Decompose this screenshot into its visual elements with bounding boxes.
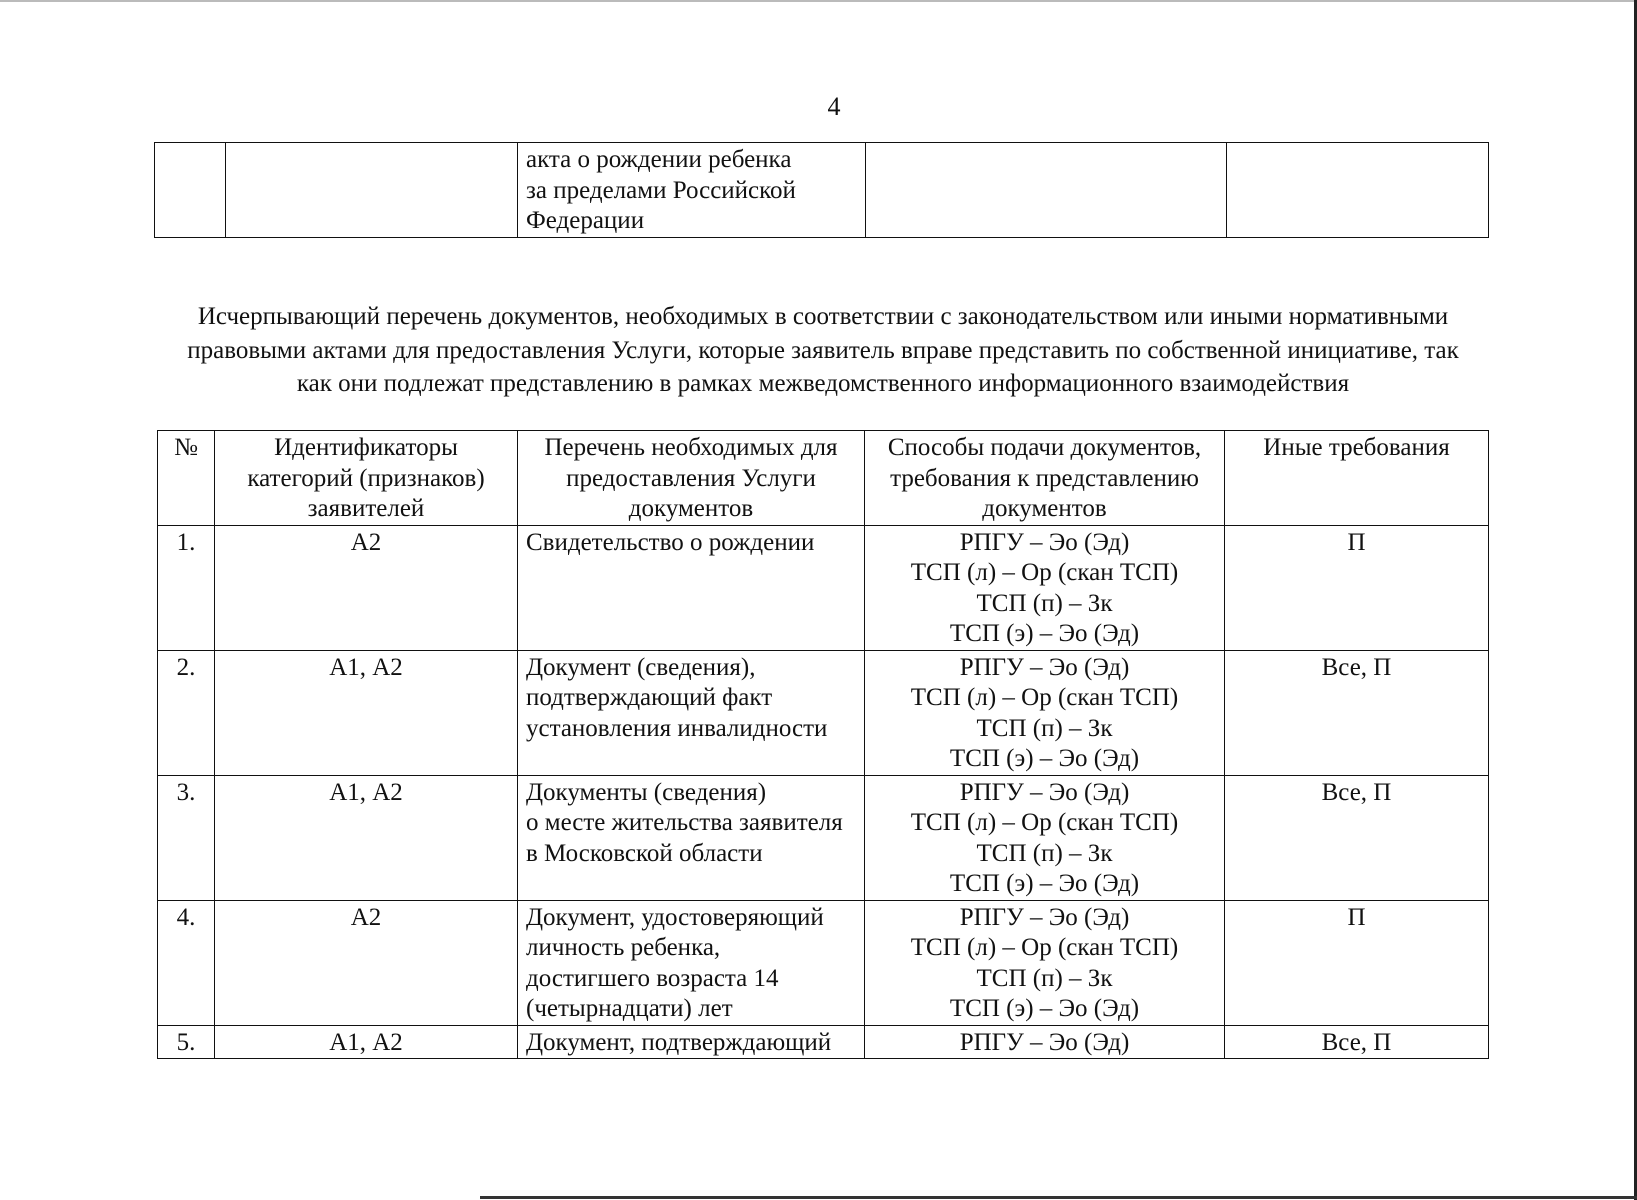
header-line: заявителей: [307, 495, 425, 522]
submission-method-line: РПГУ – Эо (Эд): [959, 653, 1130, 681]
applicant-category-ids: А1, А2: [329, 1028, 403, 1056]
header-ids: [215, 431, 518, 526]
continuation-table: [154, 142, 1489, 238]
applicant-category-ids: А1, А2: [329, 653, 403, 681]
submission-method-line: ТСП (л) – Ор (скан ТСП): [910, 684, 1179, 711]
heading-line: Исчерпывающий перечень документов, необходимых в соответствии с законодательством или иными нормативными: [197, 303, 1449, 330]
table-cell-docs: [518, 775, 865, 900]
scan-border-bottom: [480, 1196, 1637, 1199]
table-cell-methods: [865, 1025, 1225, 1059]
table-cell-num: [158, 900, 215, 1025]
table-cell-docs: [518, 1025, 865, 1059]
table-row: [158, 525, 1489, 650]
submission-method-line: ТСП (э) – Эо (Эд): [949, 745, 1140, 772]
other-requirements: Все, П: [1321, 653, 1392, 681]
documents-table: [157, 430, 1489, 1059]
other-requirements: Все, П: [1321, 1028, 1392, 1056]
scan-border-top: [0, 0, 1637, 2]
table-cell-docs: [518, 143, 866, 238]
header-line: предоставления Услуги: [566, 464, 816, 492]
submission-method-line: ТСП (э) – Эо (Эд): [949, 870, 1140, 897]
table-cell-ids: [215, 650, 518, 775]
document-line: Документ, удостоверяющий: [526, 903, 824, 931]
document-line: Свидетельство о рождении: [526, 528, 815, 556]
header-line: требования к представлению: [890, 464, 1199, 492]
table-cell-other: [1225, 775, 1489, 900]
header-other: [1225, 431, 1489, 526]
heading-line: правовыми актами для предоставления Услуги, которые заявитель вправе представить по собственной инициативе, так: [187, 336, 1459, 364]
table-cell-other: [1227, 143, 1489, 238]
submission-method-line: ТСП (э) – Эо (Эд): [949, 995, 1140, 1022]
submission-method-line: ТСП (п) – Зк: [976, 839, 1113, 867]
table-cell-docs: [518, 900, 865, 1025]
table-header-row: [158, 431, 1489, 526]
submission-method-line: ТСП (э) – Эо (Эд): [949, 620, 1140, 647]
other-requirements: Все, П: [1321, 778, 1392, 806]
documents-table-body: [158, 525, 1489, 1059]
applicant-category-ids: А2: [350, 528, 382, 556]
table-cell-other: [1225, 650, 1489, 775]
submission-method-line: ТСП (л) – Ор (скан ТСП): [910, 809, 1179, 836]
document-line: Документ (сведения),: [526, 653, 756, 681]
table-cell-ids: [226, 143, 518, 238]
submission-method-line: ТСП (л) – Ор (скан ТСП): [910, 559, 1179, 586]
section-heading: [162, 300, 1484, 401]
document-line: в Московской области: [526, 839, 763, 867]
document-line: Документ, подтверждающий: [526, 1028, 832, 1056]
table-cell-methods: [866, 143, 1227, 238]
table-cell-ids: [215, 525, 518, 650]
table-cell-other: [1225, 1025, 1489, 1059]
row-number: 2.: [176, 653, 196, 681]
header-line: документов: [982, 495, 1107, 522]
table-cell-methods: [865, 525, 1225, 650]
header-methods: [865, 431, 1225, 526]
table-cell-methods: [865, 650, 1225, 775]
table-cell-num: [158, 650, 215, 775]
table-cell-num: [158, 1025, 215, 1059]
table-row: [155, 143, 1489, 238]
document-line: Документы (сведения): [526, 778, 767, 806]
table-cell-methods: [865, 775, 1225, 900]
submission-method-line: ТСП (л) – Ор (скан ТСП): [910, 934, 1179, 961]
document-line: личность ребенка,: [526, 934, 721, 961]
submission-method-line: ТСП (п) – Зк: [976, 589, 1113, 617]
document-line: (четырнадцати) лет: [526, 995, 733, 1022]
table-cell-ids: [215, 775, 518, 900]
other-requirements: П: [1347, 528, 1366, 556]
applicant-category-ids: А1, А2: [329, 778, 403, 806]
document-line: достигшего возраста 14: [526, 964, 779, 992]
doc-line: Федерации: [526, 207, 645, 234]
row-number: 1.: [176, 528, 196, 556]
submission-method-line: ТСП (п) – Зк: [976, 964, 1113, 992]
table-cell-other: [1225, 525, 1489, 650]
table-row: [158, 775, 1489, 900]
row-number: 3.: [176, 778, 196, 806]
table-cell-num: [158, 525, 215, 650]
header-line: документов: [628, 495, 754, 522]
table-cell-ids: [215, 900, 518, 1025]
header-num: [158, 431, 215, 526]
table-row: [158, 900, 1489, 1025]
row-number: 4.: [176, 903, 196, 931]
doc-line: за пределами Российской: [526, 176, 796, 204]
header-line: Перечень необходимых для: [544, 434, 838, 461]
table-cell-num: [155, 143, 226, 238]
submission-method-line: РПГУ – Эо (Эд): [959, 528, 1130, 556]
table-cell-methods: [865, 900, 1225, 1025]
table-cell-other: [1225, 900, 1489, 1025]
header-line: №: [174, 434, 198, 461]
doc-line: акта о рождении ребенка: [526, 146, 792, 173]
header-line: Иные требования: [1263, 434, 1450, 461]
submission-method-line: РПГУ – Эо (Эд): [959, 778, 1130, 806]
document-line: о месте жительства заявителя: [526, 809, 843, 836]
header-line: Идентификаторы: [274, 434, 458, 461]
table-row: [158, 1025, 1489, 1059]
submission-method-line: РПГУ – Эо (Эд): [959, 903, 1130, 931]
table-cell-num: [158, 775, 215, 900]
submission-method-line: ТСП (п) – Зк: [976, 714, 1113, 742]
document-line: подтверждающий факт: [526, 684, 773, 711]
submission-method-line: РПГУ – Эо (Эд): [959, 1028, 1130, 1056]
header-line: категорий (признаков): [247, 464, 485, 492]
header-line: Способы подачи документов,: [887, 434, 1202, 461]
table-cell-docs: [518, 525, 865, 650]
other-requirements: П: [1347, 903, 1366, 931]
page-number: 4: [827, 92, 841, 121]
table-cell-ids: [215, 1025, 518, 1059]
header-docs: [518, 431, 865, 526]
heading-line: как они подлежат представлению в рамках межведомственного информационного взаимодействия: [296, 370, 1350, 397]
table-row: [158, 650, 1489, 775]
row-number: 5.: [176, 1028, 196, 1056]
applicant-category-ids: А2: [350, 903, 382, 931]
document-line: установления инвалидности: [526, 714, 828, 742]
table-cell-docs: [518, 650, 865, 775]
